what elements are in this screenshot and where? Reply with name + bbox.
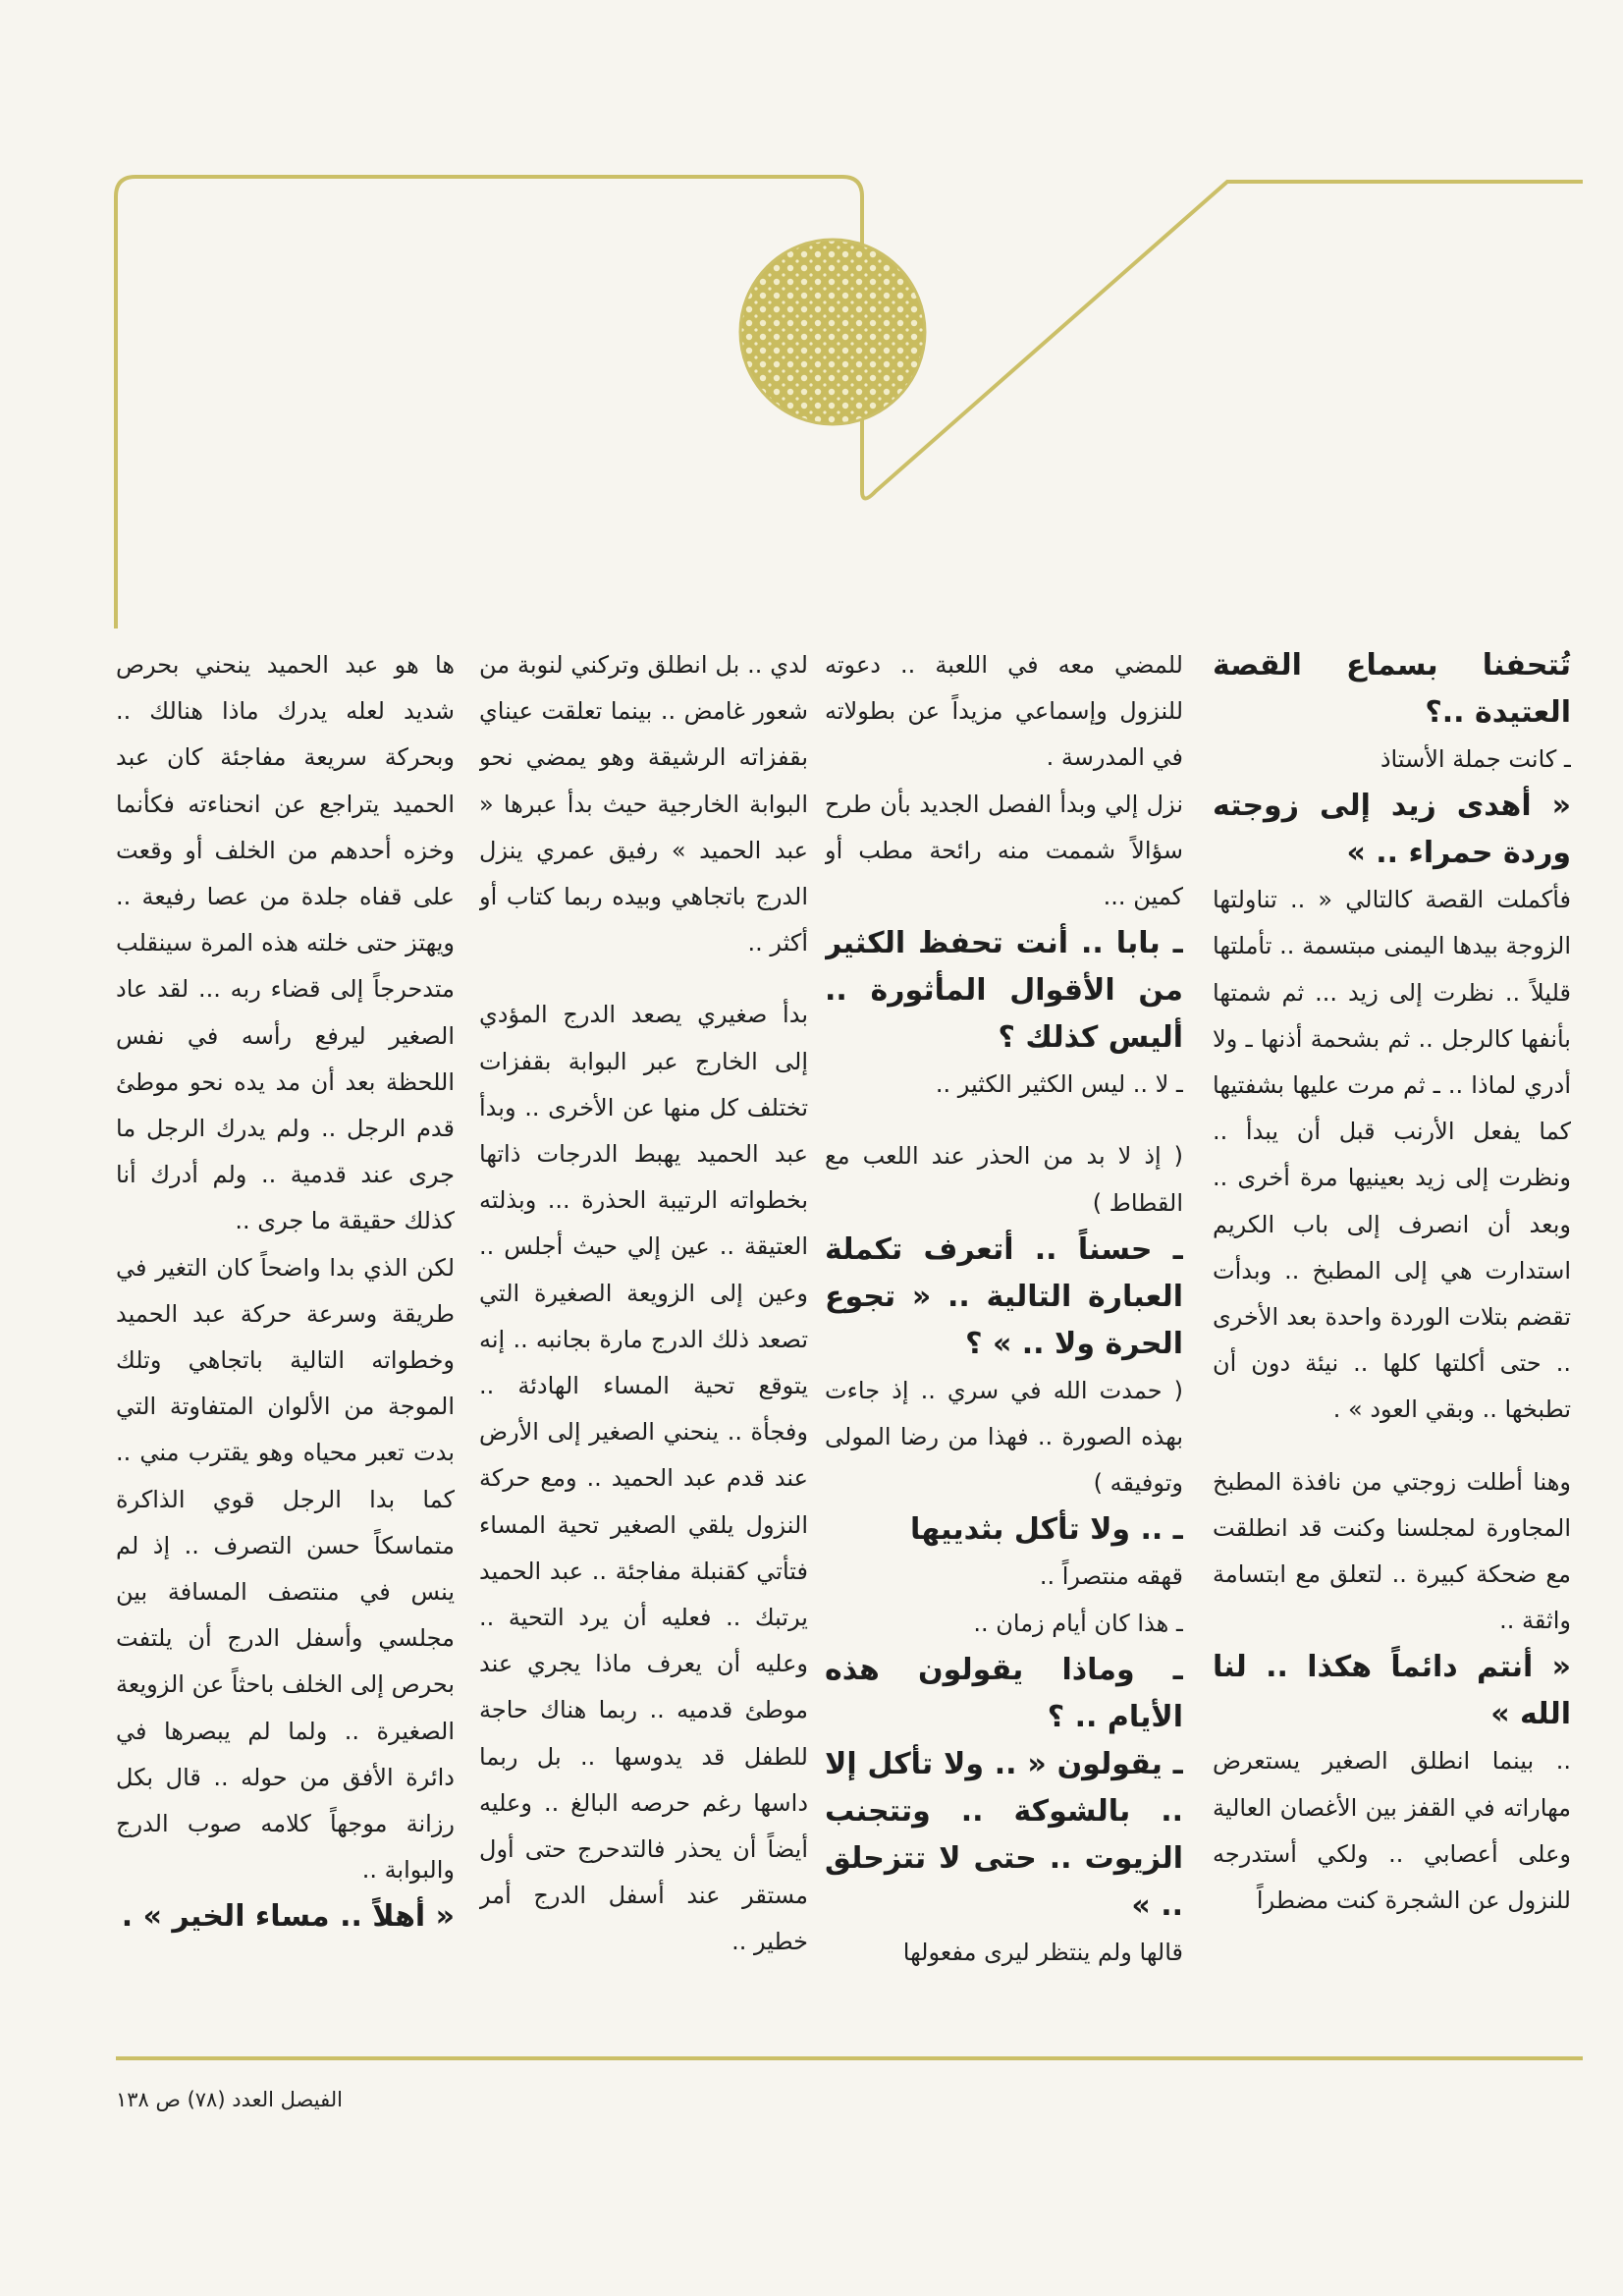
- text-column-4: [116, 642, 455, 2029]
- paragraph: ( إذ لا بد من الحذر عند اللعب مع القطاط ): [825, 1142, 1183, 1217]
- paragraph: قالها ولم ينتظر ليرى مفعولها: [902, 1938, 1183, 1966]
- bold-dialogue: تُتحفنا بسماع القصة العتيدة ..؟: [1213, 648, 1571, 730]
- paragraph: ـ هذا كان أيام زمان ..: [973, 1609, 1183, 1637]
- paragraph: وهنا أطلت زوجتي من نافذة المطبخ المجاورة لمجلسنا وكنت قد انطلقت مع ضحكة كبيرة .. لتعلق مع ابتسامة واثقة ..: [1213, 1467, 1571, 1635]
- paragraph: ـ كانت جملة الأستاذ: [1380, 745, 1571, 773]
- bold-dialogue: ـ بابا .. أنت تحفظ الكثير من الأقوال المأثورة .. أليس كذلك ؟: [825, 926, 1183, 1056]
- bold-dialogue: ـ وماذا يقولون هذه الأيام .. ؟: [825, 1652, 1183, 1734]
- paragraph: لدي .. بل انطلق وتركني لنوبة من شعور غامض .. بينما تعلقت عيناي بقفزاته الرشيقة وهو يمضي نحو البوابة الخارجية حيث بدأ عبرها « عبد الحميد » رفيق عمري ينزل الدرج باتجاهي وبيده ربما كتاب أو أكثر ..: [479, 651, 808, 957]
- paragraph: للمضي معه في اللعبة .. دعوته للنزول وإسماعي مزيداً عن بطولاته في المدرسة .: [825, 651, 1183, 772]
- text-column-1: [1213, 642, 1571, 2029]
- text-column-2: [825, 642, 1183, 2029]
- paragraph: نزل إلي وبدأ الفصل الجديد بأن طرح سؤالاً شممت منه رائحة مطب أو كمين ...: [825, 790, 1183, 911]
- paragraph: بدأ صغيري يصعد الدرج المؤدي إلى الخارج عبر البوابة بقفزات تختلف كل منها عن الأخرى .. وبدأ عبد الحميد يهبط الدرجات ذاتها بخطواته الرتيبة الحذرة ... وبذلته العتيقة .. عين إلي حيث أجلس .. وعين إلى الزويعة الصغيرة التي تصعد ذلك الدرج مارة بجانبه .. إنه يتوقع تحية المساء الهادئة .. وفجأة .. ينحني الصغير إلى الأرض عند قدم عبد الحميد .. ومع حركة النزول يلقي الصغير تحية المساء فتأتي كقنبلة مفاجئة .. عبد الحميد يرتبك .. فعليه أن يرد التحية .. وعليه أن يعرف ماذا يجري عند موطئ قدميه .. ربما هناك حاجة للطفل قد يدوسها .. بل ربما داسها رغم حرصه البالغ .. وعليه أيضاً أن يحذر فالتدحرج حتى أول مستقر عند أسفل الدرج أمر خطير ..: [479, 1001, 808, 1956]
- bold-dialogue: « أنتم دائماً هكذا .. لنا الله »: [1213, 1650, 1571, 1732]
- bold-dialogue: « أهلاً .. مساء الخير » .: [121, 1899, 455, 1935]
- paragraph: ها هو عبد الحميد ينحني بحرص شديد لعله يدرك ماذا هنالك .. وبحركة سريعة مفاجئة كان عبد الحميد يتراجع عن انحناءته فكأنما وخزه أحدهم من الخلف أو وقعت على قفاه جلدة من عصا رفيعة .. ويهتز حتى خلته هذه المرة سينقلب متدحرجاً إلى قضاء ربه ... لقد عاد الصغير ليرفع رأسه في نفس اللحظة بعد أن مد يده نحو موطئ قدم الرجل .. ولم يدرك الرجل ما جرى عند قدمية .. ولم أدرك أنا كذلك حقيقة ما جرى ..: [116, 651, 455, 1235]
- paragraph: .. بينما انطلق الصغير يستعرض مهاراته في القفز بين الأغصان العالية وعلى أعصابي .. ولكي أستدرجه للنزول عن الشجرة كنت مضطراً: [1213, 1747, 1571, 1915]
- bold-dialogue: ـ .. ولا تأكل بثدييها: [910, 1512, 1183, 1548]
- paragraph: ـ لا .. ليس الكثير الكثير ..: [935, 1070, 1183, 1099]
- paragraph: فأكملت القصة كالتالي « .. تناولتها الزوجة بيدها اليمنى مبتسمة .. تأملتها قليلاً .. نظرت إلى زيد ... ثم شمتها بأنفها كالرجل .. ثم بشحمة أذنها ـ ولا أدري لماذا .. ـ ثم مرت عليها بشفتيها كما يفعل الأرنب قبل أن يبدأ .. ونظرت إلى زيد بعينيها مرة أخرى .. وبعد أن انصرف إلى باب الكريم استدارت هي إلى المطبخ .. وبدأت تقضم بتلات الوردة واحدة بعد الأخرى .. حتى أكلتها كلها .. نيئة دون أن تطبخها .. وبقي العود » .: [1213, 886, 1571, 1424]
- paragraph: قهقه منتصراً ..: [1039, 1562, 1183, 1591]
- paragraph: لكن الذي بدا واضحاً كان التغير في طريقة وسرعة حركة عبد الحميد وخطواته التالية باتجاهي وتلك الموجة من الألوان المتفاوتة التي بدت تعبر محياه وهو يقترب مني .. كما بدا الرجل قوي الذاكرة متماسكاً حسن التصرف .. إذ لم ينس في منتصف المسافة بين مجلسي وأسفل الدرج أن يلتفت بحرص إلى الخلف باحثاً عن الزويعة الصغيرة .. ولما لم يبصرها في دائرة الأفق من حوله .. قال بكل رزانة موجهاً كلامه صوب الدرج والبوابة ..: [116, 1253, 455, 1885]
- ornament-disc: [740, 240, 925, 424]
- bold-dialogue: « أهدى زيد إلى زوجته وردة حمراء .. »: [1213, 789, 1571, 871]
- page-footer: الفيصل العدد (٧٨) ص ١٣٨: [116, 2088, 343, 2111]
- bold-dialogue: ـ حسناً .. أتعرف تكملة العبارة التالية .. « تجوع الحرة ولا .. » ؟: [825, 1231, 1183, 1361]
- text-column-3: [479, 642, 808, 2029]
- bold-dialogue: ـ يقولون « .. ولا تأكل إلا .. بالشوكة .. وتتجنب الزيوت .. حتى لا تتزحلق .. »: [825, 1746, 1183, 1923]
- paragraph: ( حمدت الله في سري .. إذ جاءت بهذه الصورة .. فهذا من رضا المولى وتوفيقه ): [825, 1376, 1183, 1498]
